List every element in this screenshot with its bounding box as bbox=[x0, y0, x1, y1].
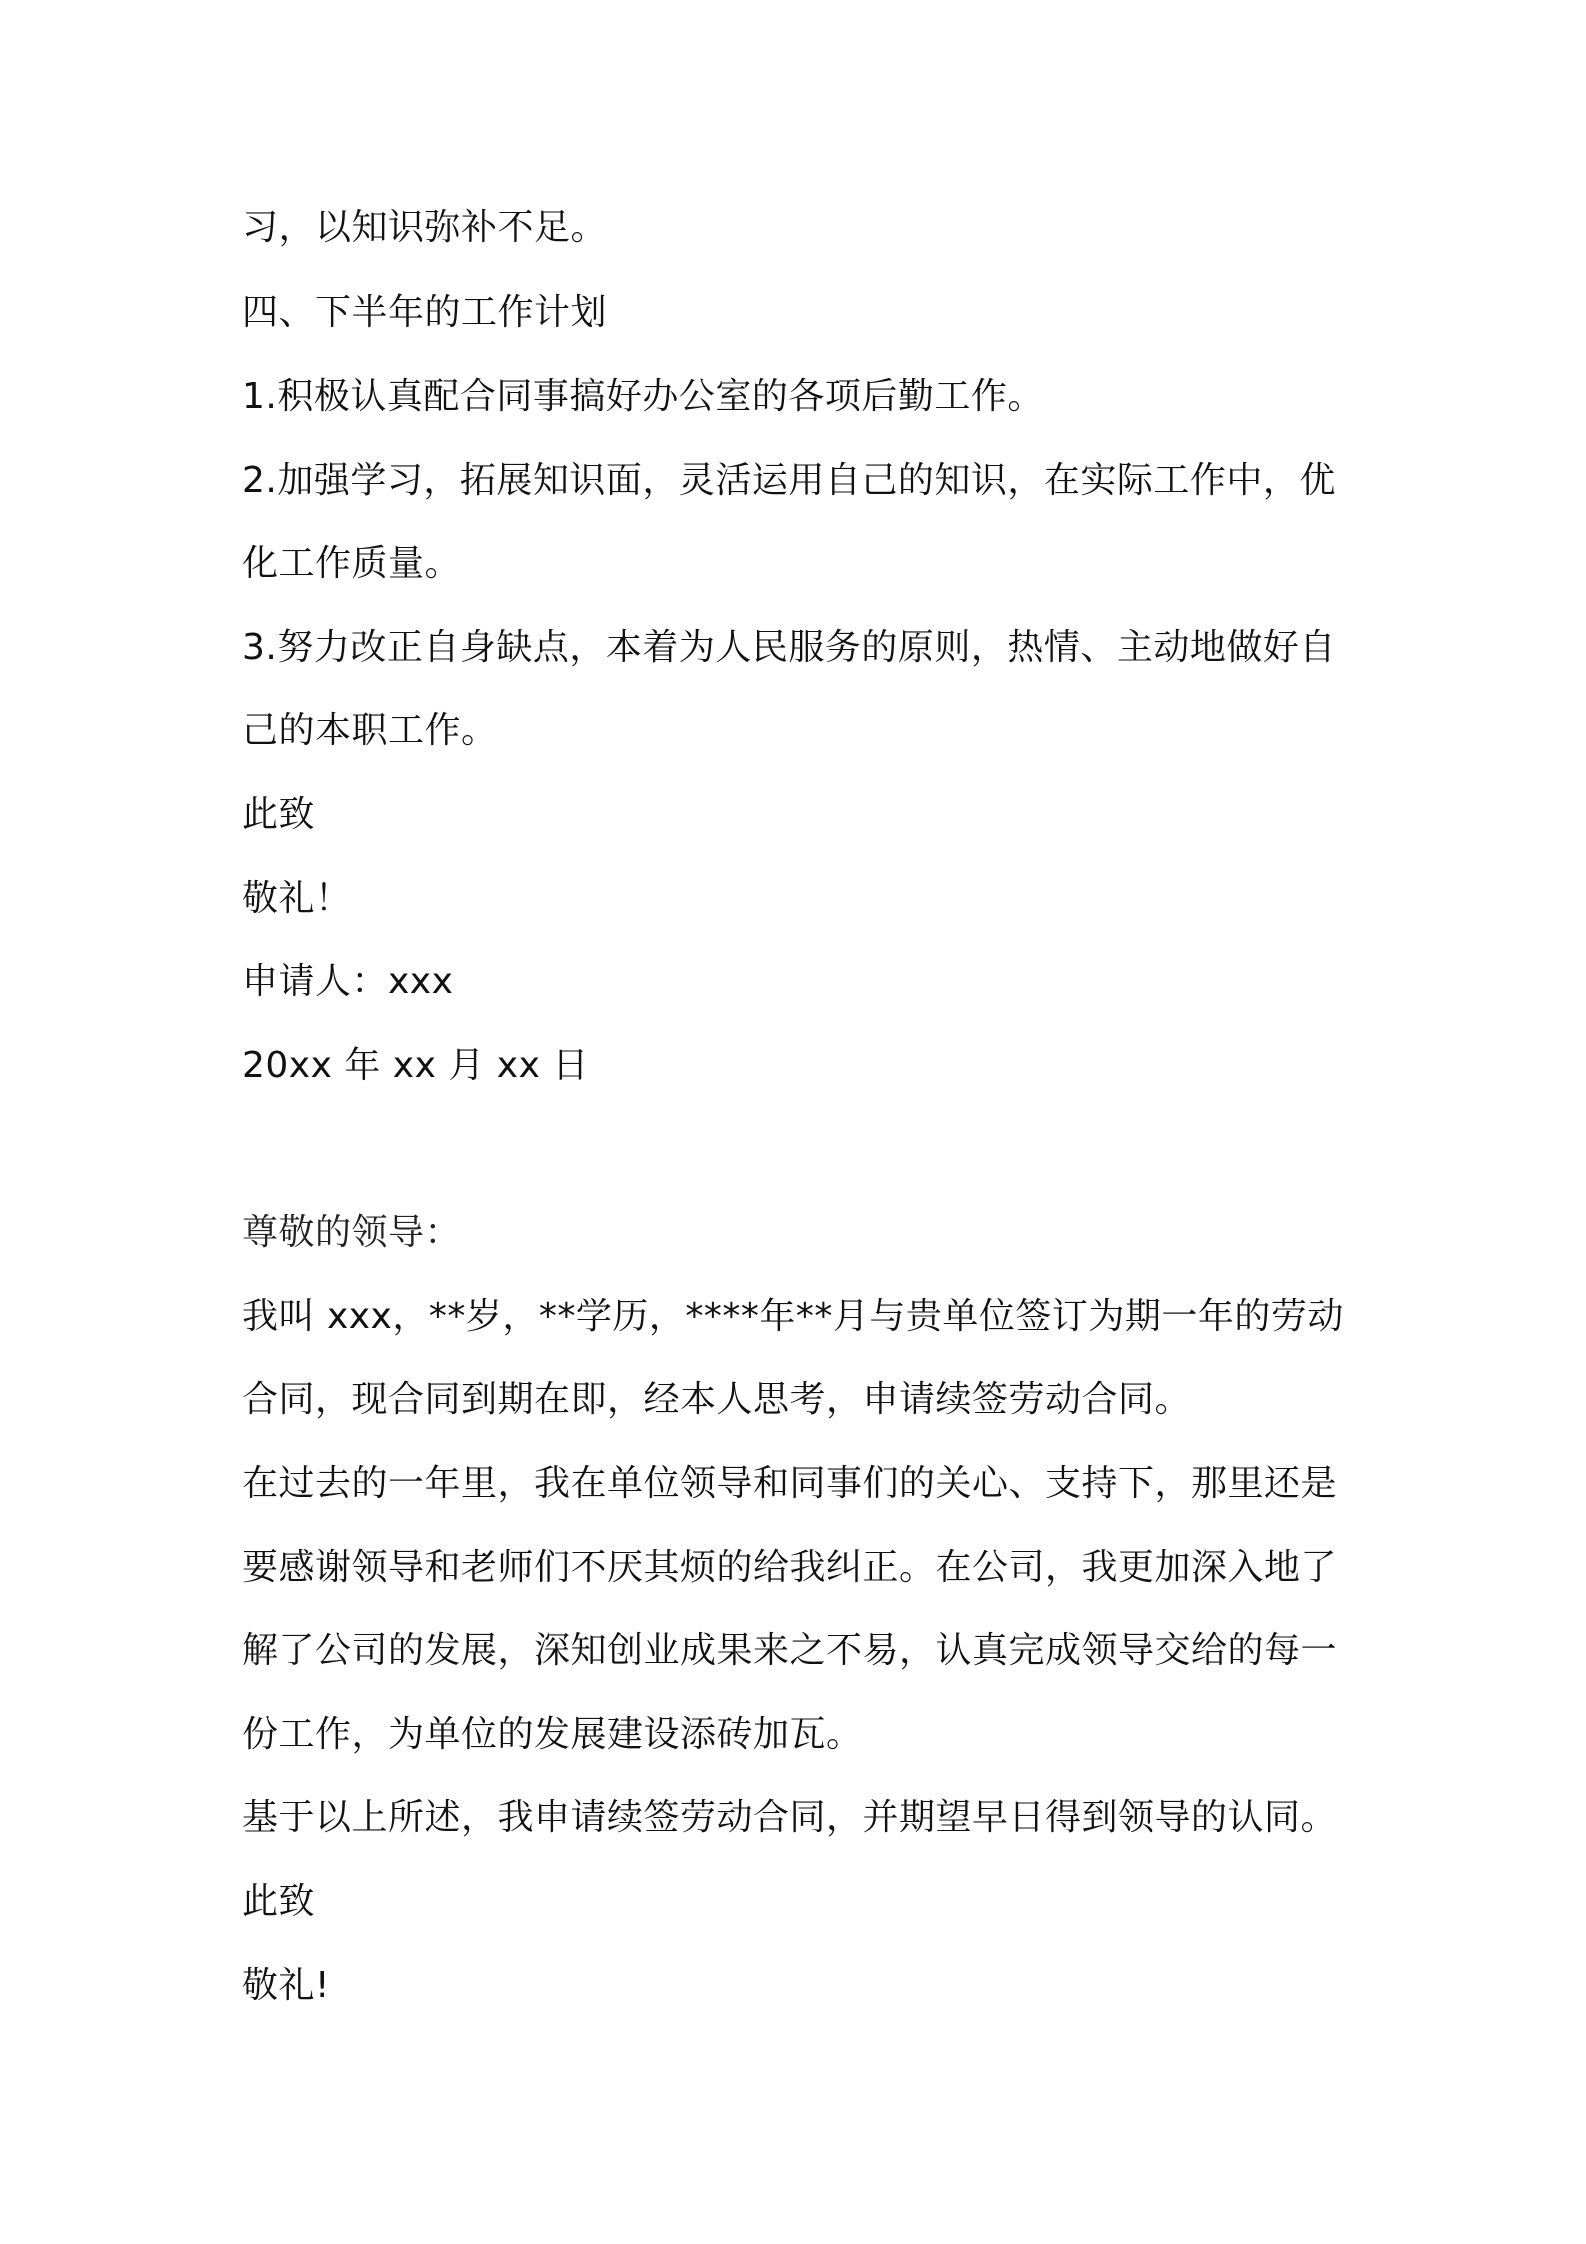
paragraph-2-line-3: 解了公司的发展，深知创业成果来之不易，认真完成领导交给的每一 bbox=[242, 1630, 1338, 1671]
plan-item-2-line-1: 2.加强学习，拓展知识面，灵活运用自己的知识，在实际工作中，优 bbox=[242, 460, 1336, 501]
paragraph-2-line-4: 份工作，为单位的发展建设添砖加瓦。 bbox=[242, 1714, 863, 1755]
salutation: 尊敬的领导： bbox=[242, 1212, 462, 1253]
date-line: 20xx 年 xx 月 xx 日 bbox=[242, 1045, 589, 1086]
paragraph-2-line-1: 在过去的一年里，我在单位领导和同事们的关心、支持下，那里还是 bbox=[242, 1463, 1338, 1504]
plan-item-3-line-1: 3.努力改正自身缺点，本着为人民服务的原则，热情、主动地做好自 bbox=[242, 627, 1336, 668]
paragraph-2-line-2: 要感谢领导和老师们不厌其烦的给我纠正。在公司，我更加深入地了 bbox=[242, 1547, 1338, 1588]
plan-item-1: 1.积极认真配合同事搞好办公室的各项后勤工作。 bbox=[242, 376, 1044, 417]
text-line: 习，以知识弥补不足。 bbox=[242, 207, 608, 248]
paragraph-3: 基于以上所述，我申请续签劳动合同，并期望早日得到领导的认同。 bbox=[242, 1797, 1338, 1838]
paragraph-1-line-1: 我叫 xxx，**岁，**学历，****年**月与贵单位签订为期一年的劳动 bbox=[242, 1296, 1344, 1337]
paragraph-1-line-2: 合同，现合同到期在即，经本人思考，申请续签劳动合同。 bbox=[242, 1379, 1192, 1420]
closing-line-2: 敬礼！ bbox=[242, 878, 352, 919]
plan-item-2-line-2: 化工作质量。 bbox=[242, 543, 462, 584]
section-heading: 四、下半年的工作计划 bbox=[242, 292, 608, 333]
closing-line-1: 此致 bbox=[242, 1881, 316, 1922]
closing-line-1: 此致 bbox=[242, 794, 316, 835]
plan-item-3-line-2: 己的本职工作。 bbox=[242, 710, 498, 751]
applicant-signature: 申请人：xxx bbox=[242, 961, 454, 1002]
closing-line-2: 敬礼! bbox=[242, 1965, 330, 2006]
